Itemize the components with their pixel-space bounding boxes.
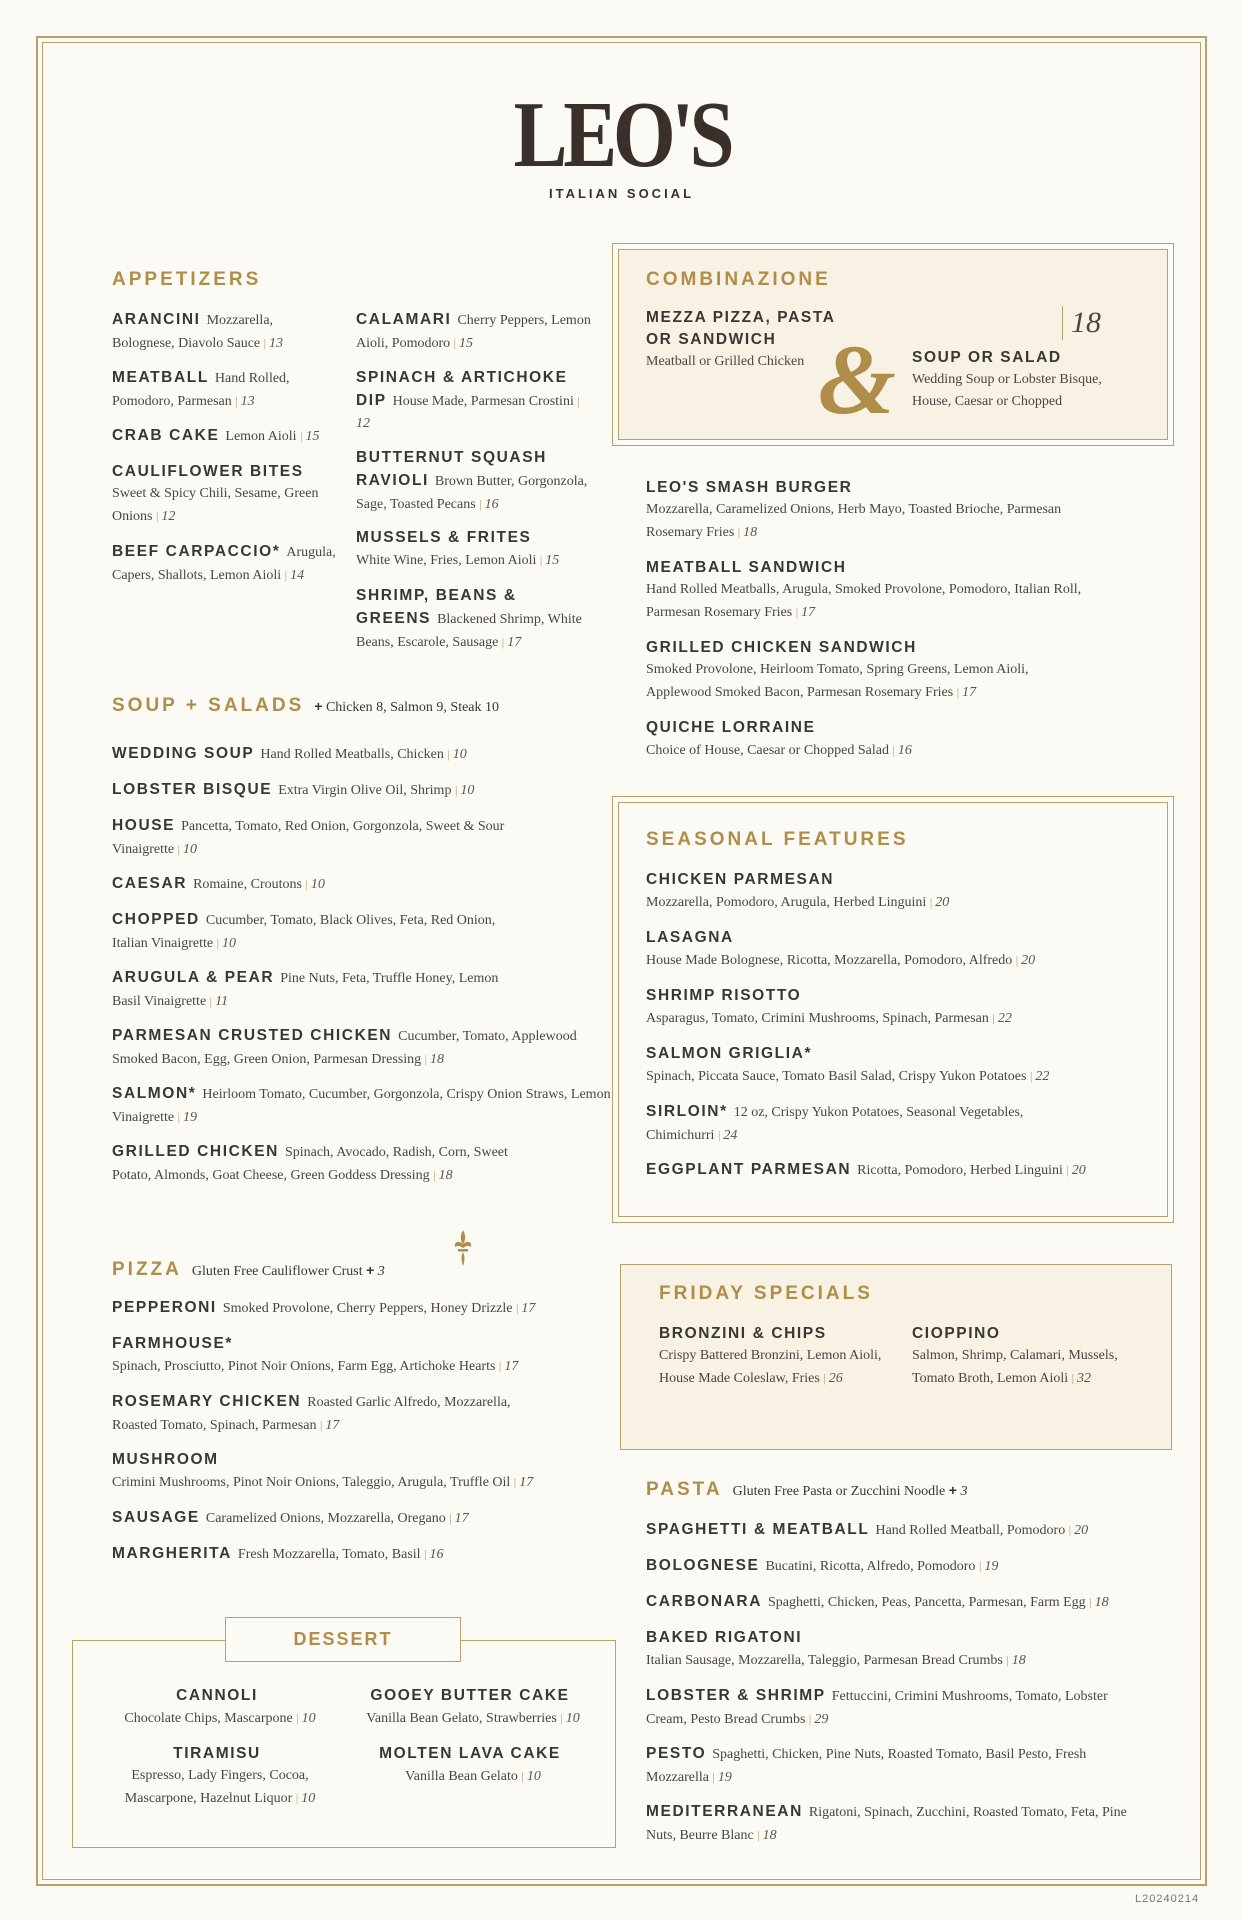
menu-item: [356, 367, 591, 435]
item-desc: Crimini Mushrooms, Pinot Noir Onions, Taleggio, Arugula, Truffle Oil: [112, 1475, 511, 1490]
item-name: SALMON GRIGLIA*: [646, 1045, 813, 1062]
menu-item: [356, 527, 596, 572]
item-price: | 22: [992, 1011, 1011, 1026]
pasta-title: PASTA: [646, 1479, 723, 1500]
item-name: CANNOLI: [176, 1687, 258, 1704]
item-desc: Pancetta, Tomato, Red Onion, Gorgonzola, Sweet & Sour Vinaigrette: [112, 819, 505, 857]
plus-sign: +: [366, 1262, 375, 1278]
item-desc: Italian Sausage, Mozzarella, Taleggio, Parmesan Bread Crumbs: [646, 1653, 1003, 1668]
item-desc: Cucumber, Tomato, Black Olives, Feta, Red Onion, Italian Vinaigrette: [112, 913, 496, 951]
item-name: PEPPERONI: [112, 1299, 217, 1316]
soup-salads-note: [314, 700, 499, 715]
item-desc: Spinach, Prosciutto, Pinot Noir Onions, Farm Egg, Artichoke Hearts: [112, 1359, 496, 1374]
item-price: | 18: [433, 1168, 452, 1183]
combo-right: [912, 347, 1142, 413]
appetizers-heading: APPETIZERS: [112, 269, 262, 290]
pasta-note-text: Gluten Free Pasta or Zucchini Noodle: [732, 1484, 946, 1499]
item-desc: Spinach, Avocado, Radish, Corn, Sweet Potato, Almonds, Goat Cheese, Green Goddess Dressing: [112, 1145, 508, 1183]
item-name: BUTTERNUT SQUASH RAVIOLI: [356, 449, 547, 489]
item-price: | 17: [320, 1418, 339, 1433]
item-name: MEATBALL SANDWICH: [646, 559, 847, 576]
item-price: | 10: [560, 1711, 579, 1726]
item-price: | 10: [296, 1791, 315, 1806]
item-desc: Arugula, Capers, Shallots, Lemon Aioli: [112, 545, 336, 583]
item-desc: Hand Rolled Meatball, Pomodoro: [875, 1523, 1066, 1538]
item-price: | 19: [712, 1770, 731, 1785]
pizza-heading: [112, 1259, 385, 1281]
pizza-note-text: Gluten Free Cauliflower Crust: [191, 1264, 363, 1279]
item-name: SPAGHETTI & MEATBALL: [646, 1521, 870, 1538]
pizza-note-price: 3: [377, 1264, 385, 1279]
item-price: | 10: [521, 1769, 540, 1784]
menu-item: [356, 585, 596, 654]
item-price: | 15: [540, 553, 559, 568]
menu-item: [112, 1449, 612, 1494]
item-name: EGGPLANT PARMESAN: [646, 1161, 852, 1178]
item-name: SIRLOIN*: [646, 1103, 728, 1120]
item-desc: Mozzarella, Bolognese, Diavolo Sauce: [112, 313, 274, 351]
item-price: | 10: [217, 936, 236, 951]
item-name: GOOEY BUTTER CAKE: [370, 1687, 570, 1704]
item-name: LOBSTER BISQUE: [112, 781, 273, 798]
item-desc: Smoked Provolone, Heirloom Tomato, Spring Greens, Lemon Aioli, Applewood Smoked Bacon, Parmesan Rosemary Fries: [646, 662, 1029, 700]
item-desc: Smoked Provolone, Cherry Peppers, Honey Drizzle: [222, 1301, 513, 1316]
soup-salads-note-text: Chicken 8, Salmon 9, Steak 10: [325, 700, 500, 715]
menu-item: [646, 927, 1146, 972]
item-name: LOBSTER & SHRIMP: [646, 1687, 826, 1704]
menu-item: [112, 309, 312, 355]
item-desc: White Wine, Fries, Lemon Aioli: [356, 553, 537, 568]
menu-item: [112, 425, 332, 448]
menu-item: [112, 1391, 552, 1437]
item-price: | 17: [499, 1359, 518, 1374]
item-price: | 12: [156, 509, 175, 524]
menu-item: [112, 461, 342, 528]
item-name: SAUSAGE: [112, 1509, 200, 1526]
item-price: | 10: [178, 842, 197, 857]
item-price: | 18: [1089, 1595, 1108, 1610]
menu-item: [646, 1743, 1106, 1789]
menu-item: [646, 1685, 1146, 1731]
item-price: | 26: [823, 1371, 842, 1386]
item-desc: Bucatini, Ricotta, Alfredo, Pomodoro: [765, 1559, 976, 1574]
menu-item: [356, 309, 591, 355]
item-price: | 17: [502, 635, 521, 650]
item-desc: Romaine, Croutons: [193, 877, 302, 892]
item-name: ARUGULA & PEAR: [112, 969, 275, 986]
menu-item: [659, 1323, 889, 1390]
item-name: HOUSE: [112, 817, 176, 834]
item-desc: Mozzarella, Pomodoro, Arugula, Herbed Linguini: [646, 895, 927, 910]
item-name: CRAB CAKE: [112, 427, 220, 444]
item-desc: Asparagus, Tomato, Crimini Mushrooms, Spinach, Parmesan: [646, 1011, 989, 1026]
menu-code: L20240214: [1135, 1893, 1200, 1905]
menu-item: [102, 1685, 338, 1730]
item-desc: Chocolate Chips, Mascarpone: [124, 1711, 293, 1726]
logo-name: LEO'S: [513, 83, 730, 187]
item-price: | 18: [738, 525, 757, 540]
item-price: | 13: [235, 394, 254, 409]
menu-item: [112, 815, 542, 861]
item-name: MOLTEN LAVA CAKE: [379, 1745, 561, 1762]
soup-salads-title: SOUP + SALADS: [112, 695, 305, 716]
item-desc: Heirloom Tomato, Cucumber, Gorgonzola, Crispy Onion Straws, Lemon Vinaigrette: [112, 1087, 611, 1125]
menu-item: [112, 1333, 612, 1378]
pizza-note: [192, 1264, 385, 1279]
menu-item: [112, 873, 612, 896]
item-desc: Blackened Shrimp, White Beans, Escarole, Sausage: [356, 612, 582, 650]
item-desc: Lemon Aioli: [225, 429, 297, 444]
item-name: BAKED RIGATONI: [646, 1629, 803, 1646]
item-name: MUSHROOM: [112, 1451, 219, 1468]
item-price: | 20: [1066, 1163, 1085, 1178]
item-price: | 20: [1069, 1523, 1088, 1538]
item-desc: Caramelized Onions, Mozzarella, Oregano: [205, 1511, 446, 1526]
item-price: | 16: [424, 1547, 443, 1562]
item-desc: Spinach, Piccata Sauce, Tomato Basil Salad, Crispy Yukon Potatoes: [646, 1069, 1027, 1084]
menu-item: [646, 1519, 1176, 1542]
item-name: LEO'S SMASH BURGER: [646, 479, 853, 496]
menu-item: [112, 1297, 612, 1320]
item-name: CALAMARI: [356, 311, 452, 328]
item-desc: Rigatoni, Spinach, Zucchini, Roasted Tomato, Feta, Pine Nuts, Beurre Blanc: [646, 1805, 1127, 1843]
item-name: GRILLED CHICKEN SANDWICH: [646, 639, 917, 656]
dessert-heading: DESSERT: [225, 1617, 461, 1662]
item-name: CAESAR: [112, 875, 188, 892]
item-desc: Spaghetti, Chicken, Peas, Pancetta, Parmesan, Farm Egg: [768, 1595, 1086, 1610]
plus-sign: +: [948, 1482, 957, 1498]
item-desc: Fresh Mozzarella, Tomato, Basil: [237, 1547, 421, 1562]
combo-right-desc: Wedding Soup or Lobster Bisque, House, Caesar or Chopped: [912, 372, 1102, 409]
menu-item: [112, 779, 612, 802]
combo-left-name: MEZZA PIZZA, PASTA OR SANDWICH: [646, 309, 835, 348]
menu-item: [646, 1043, 1146, 1088]
fleur-de-lis-icon: [452, 1228, 474, 1268]
item-name: PARMESAN CRUSTED CHICKEN: [112, 1027, 393, 1044]
item-desc: Fettuccini, Crimini Mushrooms, Tomato, Lobster Cream, Pesto Bread Crumbs: [646, 1689, 1108, 1727]
menu-item: [112, 1743, 328, 1810]
item-name: CHOPPED: [112, 911, 200, 928]
item-name: SHRIMP RISOTTO: [646, 987, 802, 1004]
item-name: CHICKEN PARMESAN: [646, 871, 835, 888]
item-price: | 20: [930, 895, 949, 910]
menu-item: [350, 1743, 596, 1788]
item-price: | 10: [447, 747, 466, 762]
pizza-title: PIZZA: [112, 1259, 182, 1280]
menu-item: [112, 743, 612, 766]
item-desc: Sweet & Spicy Chili, Sesame, Green Onions: [112, 486, 319, 524]
item-price: | 16: [893, 743, 912, 758]
menu-item: [646, 1159, 1146, 1182]
item-price: | 29: [809, 1712, 828, 1727]
menu-item: [646, 1555, 1176, 1578]
item-name: LASAGNA: [646, 929, 734, 946]
menu-item: [112, 367, 312, 413]
item-price: | 15: [300, 429, 319, 444]
item-name: BRONZINI & CHIPS: [659, 1325, 827, 1342]
item-desc: Hand Rolled Meatballs, Arugula, Smoked Provolone, Pomodoro, Italian Roll, Parmesan Rosemary Fries: [646, 582, 1082, 620]
item-price: | 14: [285, 568, 304, 583]
menu-item: [646, 985, 1146, 1030]
item-name: QUICHE LORRAINE: [646, 719, 816, 736]
item-price: | 19: [178, 1110, 197, 1125]
item-price: | 18: [425, 1052, 444, 1067]
item-name: SALMON*: [112, 1085, 197, 1102]
menu-item: [646, 869, 1146, 914]
menu-item: [112, 909, 532, 955]
combo-left-desc: Meatball or Grilled Chicken: [646, 354, 805, 369]
item-desc: Hand Rolled Meatballs, Chicken: [260, 747, 444, 762]
menu-item: [646, 717, 1096, 762]
item-name: MUSSELS & FRITES: [356, 529, 532, 546]
item-name: SPINACH & ARTICHOKE DIP: [356, 369, 568, 409]
item-price: | 18: [757, 1828, 776, 1843]
logo: [0, 83, 1243, 201]
item-price: | 20: [1016, 953, 1035, 968]
logo-subtitle: ITALIAN SOCIAL: [548, 186, 695, 201]
ampersand: &: [818, 324, 896, 435]
item-name: ARANCINI: [112, 311, 201, 328]
item-desc: House Made, Parmesan Crostini: [392, 394, 574, 409]
item-price: | 15: [454, 336, 473, 351]
item-price: | 13: [264, 336, 283, 351]
item-name: GRILLED CHICKEN: [112, 1143, 279, 1160]
item-name: ROSEMARY CHICKEN: [112, 1393, 302, 1410]
item-name: CAULIFLOWER BITES: [112, 463, 304, 480]
item-desc: Extra Virgin Olive Oil, Shrimp: [278, 783, 452, 798]
item-desc: Cucumber, Tomato, Applewood Smoked Bacon, Egg, Green Onion, Parmesan Dressing: [112, 1029, 577, 1067]
item-desc: Hand Rolled, Pomodoro, Parmesan: [112, 371, 290, 409]
friday-heading: FRIDAY SPECIALS: [659, 1283, 873, 1304]
menu-item: [646, 1627, 1176, 1672]
item-name: FARMHOUSE*: [112, 1335, 234, 1352]
item-desc: Spaghetti, Chicken, Pine Nuts, Roasted Tomato, Basil Pesto, Fresh Mozzarella: [646, 1747, 1087, 1785]
pasta-note: [733, 1484, 968, 1499]
item-name: TIRAMISU: [173, 1745, 261, 1762]
item-price: | 17: [514, 1475, 533, 1490]
item-desc: Vanilla Bean Gelato, Strawberries: [366, 1711, 557, 1726]
menu-item: [112, 1141, 532, 1187]
pasta-note-price: 3: [960, 1484, 968, 1499]
menu-item: [112, 1083, 612, 1129]
item-name: MEATBALL: [112, 369, 209, 386]
item-price: | 19: [979, 1559, 998, 1574]
item-price: | 10: [296, 1711, 315, 1726]
item-price: | 18: [1006, 1653, 1025, 1668]
item-desc: Espresso, Lady Fingers, Cocoa, Mascarpone, Hazelnut Liquor: [124, 1768, 309, 1806]
menu-item: [646, 477, 1116, 544]
menu-item: [646, 1591, 1176, 1614]
item-desc: Pine Nuts, Feta, Truffle Honey, Lemon Basil Vinaigrette: [112, 971, 499, 1009]
menu-item: [112, 541, 347, 587]
combo-right-name: SOUP OR SALAD: [912, 349, 1062, 366]
item-desc: 12 oz, Crispy Yukon Potatoes, Seasonal Vegetables, Chimichurri: [646, 1105, 1024, 1143]
item-desc: House Made Bolognese, Ricotta, Mozzarella, Pomodoro, Alfredo: [646, 953, 1013, 968]
item-price: | 17: [796, 605, 815, 620]
item-price: | 12: [356, 394, 580, 431]
item-desc: Mozzarella, Caramelized Onions, Herb Mayo, Toasted Brioche, Parmesan Rosemary Fries: [646, 502, 1062, 540]
menu-item: [112, 1025, 582, 1071]
seasonal-heading: SEASONAL FEATURES: [646, 829, 909, 850]
item-name: BOLOGNESE: [646, 1557, 760, 1574]
item-name: PESTO: [646, 1745, 707, 1762]
item-price: | 16: [479, 497, 498, 512]
menu-item: [340, 1685, 606, 1730]
combinazione-heading: COMBINAZIONE: [646, 269, 831, 290]
menu-item: [112, 967, 512, 1013]
item-price: | 17: [957, 685, 976, 700]
item-price: | 17: [516, 1301, 535, 1316]
item-price: | 11: [210, 994, 228, 1009]
item-name: MEDITERRANEAN: [646, 1803, 803, 1820]
item-name: WEDDING SOUP: [112, 745, 255, 762]
item-price: | 32: [1072, 1371, 1091, 1386]
item-desc: Roasted Garlic Alfredo, Mozzarella, Roasted Tomato, Spinach, Parmesan: [112, 1395, 511, 1433]
item-name: SHRIMP, BEANS & GREENS: [356, 587, 517, 627]
item-desc: Vanilla Bean Gelato: [405, 1769, 518, 1784]
item-price: | 24: [718, 1128, 737, 1143]
item-desc: Cherry Peppers, Lemon Aioli, Pomodoro: [356, 313, 591, 351]
menu-item: [646, 557, 1116, 624]
item-name: CIOPPINO: [912, 1325, 1001, 1342]
menu-item: [912, 1323, 1142, 1390]
menu-item: [112, 1507, 612, 1530]
item-desc: Crispy Battered Bronzini, Lemon Aioli, House Made Coleslaw, Fries: [659, 1348, 882, 1386]
item-name: CARBONARA: [646, 1593, 763, 1610]
item-name: BEEF CARPACCIO*: [112, 543, 281, 560]
menu-item: [112, 1543, 612, 1566]
menu-item: [356, 447, 596, 516]
item-desc: Choice of House, Caesar or Chopped Salad: [646, 743, 889, 758]
plus-sign: +: [314, 698, 323, 714]
pasta-heading: [646, 1479, 967, 1501]
soup-salads-heading: [112, 695, 499, 717]
menu-item: [646, 1101, 1066, 1147]
item-price: | 22: [1030, 1069, 1049, 1084]
item-name: MARGHERITA: [112, 1545, 232, 1562]
item-price: | 10: [455, 783, 474, 798]
combo-price: 18: [1062, 306, 1101, 340]
menu-item: [646, 1801, 1146, 1847]
item-price: | 17: [449, 1511, 468, 1526]
item-price: | 10: [305, 877, 324, 892]
menu-item: [646, 637, 1096, 704]
item-desc: Brown Butter, Gorgonzola, Sage, Toasted Pecans: [356, 474, 588, 512]
item-desc: Salmon, Shrimp, Calamari, Mussels, Tomato Broth, Lemon Aioli: [912, 1348, 1118, 1386]
item-desc: Ricotta, Pomodoro, Herbed Linguini: [857, 1163, 1063, 1178]
